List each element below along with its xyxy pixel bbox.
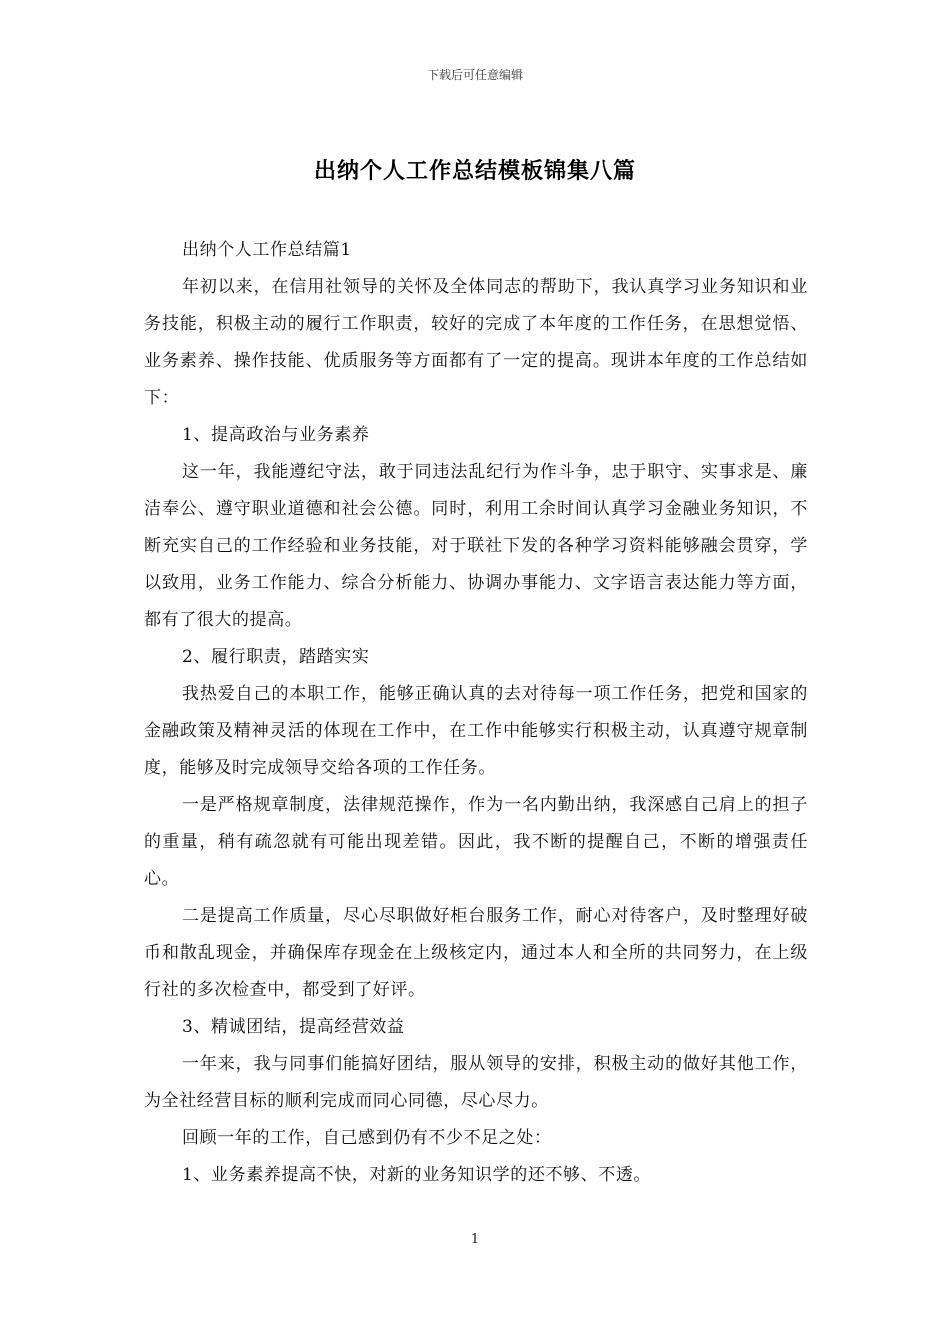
body-paragraph: 这一年，我能遵纪守法，敢于同违法乱纪行为作斗争，忠于职守、实事求是、廉洁奉公、遵守职业道德和社会公德。同时，利用工余时间认真学习金融业务知识，不断充实自己的工作经验和业务技能，对于联社下发的各种学习资料能够融会贯穿，学以致用，业务工作能力、综合分析能力、协调办事能力、文字语言表达能力等方面，都有了很大的提高。 xyxy=(144,462,808,630)
section-heading: 出纳个人工作总结篇1 xyxy=(182,240,352,260)
body-paragraph: 一是严格规章制度，法律规范操作，作为一名内勤出纳，我深感自己肩上的担子的重量，稍有疏忽就有可能出现差错。因此，我不断的提醒自己，不断的增强责任心。 xyxy=(144,795,808,889)
document-title: 出纳个人工作总结模板锦集八篇 xyxy=(313,159,636,184)
body-paragraph: 1、业务素养提高不快，对新的业务知识学的还不够、不透。 xyxy=(182,1165,652,1185)
page-header-note: 下载后可任意编辑 xyxy=(426,68,523,82)
body-paragraph: 二是提高工作质量，尽心尽职做好柜台服务工作，耐心对待客户，及时整理好破币和散乱现金，并确保库存现金在上级核定内，通过本人和全所的共同努力，在上级行社的多次检查中，都受到了好评。 xyxy=(144,906,808,1000)
page-number: 1 xyxy=(470,1232,480,1247)
document-body xyxy=(144,232,808,1194)
section-heading: 2、履行职责，踏踏实实 xyxy=(182,647,370,667)
section-heading: 3、精诚团结，提高经营效益 xyxy=(182,1017,405,1037)
body-paragraph: 年初以来，在信用社领导的关怀及全体同志的帮助下，我认真学习业务知识和业务技能，积极主动的履行工作职责，较好的完成了本年度的工作任务，在思想觉悟、业务素养、操作技能、优质服务等方面都有了一定的提高。现讲本年度的工作总结如下： xyxy=(144,277,808,408)
body-paragraph: 回顾一年的工作，自己感到仍有不少不足之处： xyxy=(182,1128,552,1148)
body-paragraph: 一年来，我与同事们能搞好团结，服从领导的安排，积极主动的做好其他工作，为全社经营目标的顺利完成而同心同德，尽心尽力。 xyxy=(144,1054,808,1111)
section-heading: 1、提高政治与业务素养 xyxy=(182,425,370,445)
body-paragraph: 我热爱自己的本职工作，能够正确认真的去对待每一项工作任务，把党和国家的金融政策及精神灵活的体现在工作中，在工作中能够实行积极主动，认真遵守规章制度，能够及时完成领导交给各项的工作任务。 xyxy=(144,684,808,778)
